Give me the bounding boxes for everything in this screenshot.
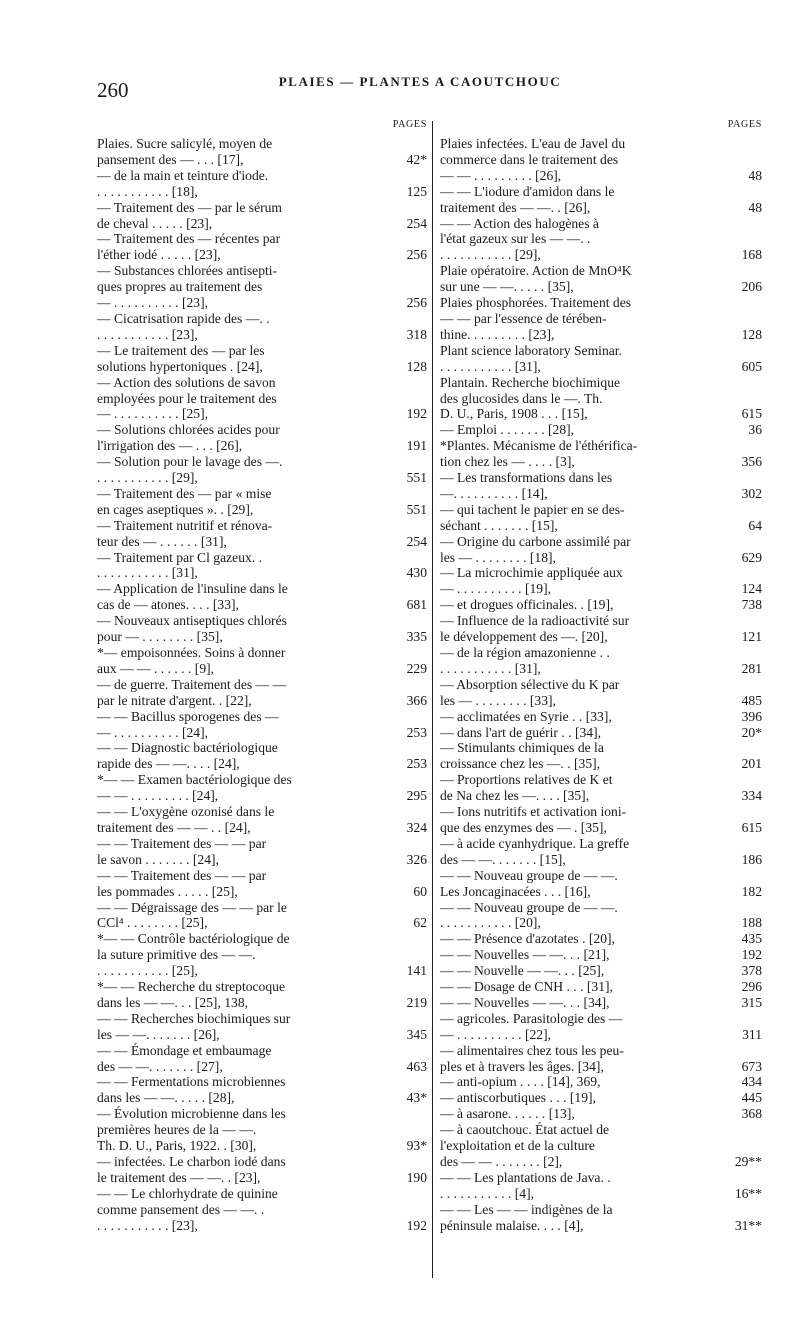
entry-page-number: 368 bbox=[741, 1106, 762, 1122]
entry-text: — Absorption sélective du K par les — . . . . . . . . [33], bbox=[440, 676, 620, 708]
index-entry bbox=[440, 613, 762, 645]
index-entry bbox=[97, 550, 427, 582]
right-column bbox=[440, 117, 762, 1234]
entry-text: — Évolution microbienne dans les premières heures de la — —. Th. D. U., Paris, 1922. . [30], bbox=[97, 1106, 286, 1154]
index-entry bbox=[440, 263, 762, 295]
index-entry bbox=[97, 677, 427, 709]
entry-text: — anti-opium . . . . [14], 369, bbox=[440, 1074, 601, 1090]
entry-page-number: 42* bbox=[406, 151, 427, 167]
entry-page-number: 345 bbox=[406, 1026, 427, 1042]
entry-text: — Traitement des — récentes par l'éther iodé . . . . . [23], bbox=[97, 231, 281, 263]
index-entry bbox=[97, 136, 427, 168]
index-entry bbox=[440, 343, 762, 375]
entry-text: — — Traitement des — — par les pommades . . . . . [25], bbox=[97, 867, 267, 899]
index-entry bbox=[97, 581, 427, 613]
entry-page-number: 219 bbox=[406, 994, 427, 1010]
pages-label: PAGES bbox=[727, 119, 762, 130]
index-entry bbox=[440, 1122, 762, 1170]
index-entry bbox=[97, 200, 427, 232]
entry-text: — agricoles. Parasitologie des — — . . . . . . . . . . [22], bbox=[440, 1010, 623, 1042]
entry-text: *— — Examen bactériologique des — — . . . . . . . . . [24], bbox=[97, 772, 292, 804]
index-entry bbox=[440, 804, 762, 836]
entry-page-number: 318 bbox=[406, 326, 427, 342]
index-entry bbox=[440, 565, 762, 597]
entry-page-number: 738 bbox=[741, 597, 762, 613]
entry-page-number: 256 bbox=[406, 295, 427, 311]
index-entry bbox=[440, 216, 762, 264]
entry-text: — Nouveaux antiseptiques chlorés pour — . . . . . . . . [35], bbox=[97, 613, 287, 645]
pages-label: PAGES bbox=[392, 119, 427, 130]
index-entry bbox=[440, 772, 762, 804]
index-entry bbox=[97, 518, 427, 550]
index-entry bbox=[440, 502, 762, 534]
index-entry bbox=[440, 947, 762, 963]
entry-page-number: 188 bbox=[741, 915, 762, 931]
entry-page-number: 334 bbox=[741, 788, 762, 804]
index-entry bbox=[440, 1074, 762, 1090]
entry-text: — à caoutchouc. État actuel de l'exploitation et de la culture des — — . . . . . . . [2], bbox=[440, 1122, 610, 1169]
entry-text: Plantain. Recherche biochimique des glucosides dans le —. Th. D. U., Paris, 1908 . . . [15], bbox=[440, 374, 621, 422]
entry-page-number: 229 bbox=[406, 660, 427, 676]
entry-page-number: 124 bbox=[741, 581, 762, 597]
entry-text: — — Action des halogènes à l'état gazeux sur les — —. . . . . . . . . . . . . [29], bbox=[440, 215, 599, 263]
entry-text: — Action des solutions de savon employées pour le traitement des — . . . . . . . . . . [25], bbox=[97, 374, 277, 422]
index-entry bbox=[440, 1090, 762, 1106]
index-entry bbox=[440, 1011, 762, 1043]
index-entry bbox=[97, 1043, 427, 1075]
index-entry bbox=[440, 868, 762, 900]
entry-text: Plaies infectées. L'eau de Javel du commerce dans le traitement des — — . . . . . . . . . [26], bbox=[440, 136, 626, 183]
entry-text: — infectées. Le charbon iodé dans le traitement des — —. . [23], bbox=[97, 1154, 286, 1185]
entry-text: — à asarone. . . . . . [13], bbox=[440, 1106, 575, 1122]
index-entry bbox=[440, 1106, 762, 1122]
entry-text: — — Nouvelles — —. . . [21], bbox=[440, 947, 610, 963]
entry-text: — Stimulants chimiques de la croissance chez les —. . [35], bbox=[440, 740, 604, 772]
entry-page-number: 681 bbox=[406, 597, 427, 613]
entry-text: — Proportions relatives de K et de Na chez les —. . . . [35], bbox=[440, 772, 613, 804]
index-entry bbox=[97, 868, 427, 900]
entry-page-number: 315 bbox=[741, 994, 762, 1010]
entry-text: — de guerre. Traitement des — — par le nitrate d'argent. . [22], bbox=[97, 676, 287, 708]
entry-page-number: 201 bbox=[741, 756, 762, 772]
entry-text: — Ions nutritifs et activation ioni- que des enzymes des — . [35], bbox=[440, 804, 627, 835]
index-entry bbox=[440, 645, 762, 677]
entry-text: — — Bacillus sporogenes des — — . . . . . . . . . . [24], bbox=[97, 708, 279, 740]
entry-page-number: 673 bbox=[741, 1058, 762, 1074]
entry-text: — qui tachent le papier en se des- séchant . . . . . . . [15], bbox=[440, 501, 625, 533]
entry-text: — Cicatrisation rapide des —. . . . . . . . . . . . . [23], bbox=[97, 310, 270, 342]
index-entry bbox=[440, 836, 762, 868]
entry-page-number: 629 bbox=[741, 549, 762, 565]
index-entry bbox=[97, 263, 427, 311]
entry-page-number: 445 bbox=[741, 1090, 762, 1106]
entry-page-number: 48 bbox=[748, 199, 762, 215]
entry-text: — Influence de la radioactivité sur le développement des —. [20], bbox=[440, 613, 630, 645]
entry-page-number: 615 bbox=[741, 819, 762, 835]
index-entry bbox=[97, 836, 427, 868]
entry-page-number: 64 bbox=[748, 517, 762, 533]
entry-page-number: 256 bbox=[406, 247, 427, 263]
entry-page-number: 378 bbox=[741, 963, 762, 979]
entry-page-number: 186 bbox=[741, 851, 762, 867]
entry-text: Plant science laboratory Seminar. . . . . . . . . . . . [31], bbox=[440, 342, 622, 374]
entry-text: *— — Contrôle bactériologique de la suture primitive des — —. . . . . . . . . . . . [25], bbox=[97, 931, 290, 979]
index-entry bbox=[440, 1043, 762, 1075]
index-entry bbox=[440, 677, 762, 709]
column-rule bbox=[432, 121, 433, 1278]
entry-page-number: 128 bbox=[741, 326, 762, 342]
entry-text: — et drogues officinales. . [19], bbox=[440, 597, 614, 613]
entry-page-number: 191 bbox=[406, 438, 427, 454]
entry-page-number: 435 bbox=[741, 931, 762, 947]
index-entry bbox=[97, 900, 427, 932]
entry-page-number: 485 bbox=[741, 692, 762, 708]
entry-page-number: 396 bbox=[741, 708, 762, 724]
index-entry bbox=[97, 1186, 427, 1234]
entry-page-number: 326 bbox=[406, 851, 427, 867]
index-entry bbox=[97, 709, 427, 741]
page-number: 260 bbox=[97, 78, 129, 102]
entry-text: Plaies. Sucre salicylé, moyen de pansement des — . . . [17], bbox=[97, 136, 273, 167]
index-entry bbox=[440, 1170, 762, 1202]
index-entry bbox=[97, 979, 427, 1011]
entry-page-number: 615 bbox=[741, 406, 762, 422]
entry-page-number: 206 bbox=[741, 279, 762, 295]
entry-page-number: 121 bbox=[741, 629, 762, 645]
entry-text: — Traitement nutritif et rénova- teur des — . . . . . . [31], bbox=[97, 517, 273, 549]
index-entry bbox=[97, 740, 427, 772]
index-entry bbox=[440, 534, 762, 566]
entry-text: — Emploi . . . . . . . [28], bbox=[440, 422, 575, 438]
entry-text: — — Nouvelle — —. . . [25], bbox=[440, 963, 605, 979]
entry-page-number: 296 bbox=[741, 979, 762, 995]
entry-page-number: 192 bbox=[406, 406, 427, 422]
entry-text: — — Les — — indigènes de la péninsule malaise. . . . [4], bbox=[440, 1201, 613, 1233]
entry-text: — — Nouveau groupe de — —. . . . . . . . . . . . [20], bbox=[440, 899, 618, 931]
entry-text: — Solution pour le lavage des —. . . . . . . . . . . . [29], bbox=[97, 454, 283, 486]
entry-text: Plaies phosphorées. Traitement des — — par l'essence de térében- thine. . . . . . . . . [23], bbox=[440, 295, 632, 342]
index-entry bbox=[440, 963, 762, 979]
index-entry bbox=[97, 343, 427, 375]
index-entry bbox=[97, 804, 427, 836]
index-entry bbox=[97, 772, 427, 804]
entry-text: — — Émondage et embaumage des — —. . . . . . . [27], bbox=[97, 1042, 272, 1074]
entry-text: — Traitement des — par le sérum de cheval . . . . . [23], bbox=[97, 199, 282, 231]
entry-page-number: 141 bbox=[406, 963, 427, 979]
entry-page-number: 324 bbox=[406, 819, 427, 835]
entry-page-number: 366 bbox=[406, 692, 427, 708]
index-entry bbox=[97, 422, 427, 454]
index-entry bbox=[97, 168, 427, 200]
entry-text: — à acide cyanhydrique. La greffe des — —. . . . . . . [15], bbox=[440, 835, 630, 867]
entry-text: — Application de l'insuline dans le cas de — atones. . . . [33], bbox=[97, 581, 288, 613]
entry-text: — Traitement des — par « mise en cages aseptiques ». . [29], bbox=[97, 485, 272, 517]
entry-text: Plaie opératoire. Action de MnO⁴K sur une — —. . . . . [35], bbox=[440, 263, 632, 295]
entry-page-number: 60 bbox=[413, 883, 427, 899]
entry-page-number: 254 bbox=[406, 215, 427, 231]
entry-text: — — Diagnostic bactériologique rapide des — —. . . . [24], bbox=[97, 740, 278, 772]
index-entry bbox=[97, 645, 427, 677]
entry-page-number: 125 bbox=[406, 183, 427, 199]
entry-page-number: 192 bbox=[406, 1217, 427, 1233]
index-entry bbox=[440, 184, 762, 216]
entry-text: *Plantes. Mécanisme de l'éthérifica- tion chez les — . . . . [3], bbox=[440, 438, 638, 470]
entry-page-number: 302 bbox=[741, 485, 762, 501]
index-entry bbox=[440, 725, 762, 741]
entry-page-number: 253 bbox=[406, 756, 427, 772]
index-entry bbox=[440, 136, 762, 184]
entry-page-number: 128 bbox=[406, 358, 427, 374]
entry-text: — — Dosage de CNH . . . [31], bbox=[440, 979, 613, 995]
entry-page-number: 192 bbox=[741, 947, 762, 963]
entry-text: — — Nouveau groupe de — —. Les Joncaginacées . . . [16], bbox=[440, 867, 618, 899]
entry-text: — — Les plantations de Java. . . . . . . . . . . . . [4], bbox=[440, 1169, 611, 1201]
index-entry bbox=[440, 1202, 762, 1234]
entry-text: — Substances chlorées antisepti- ques propres au traitement des — . . . . . . . . . . [23], bbox=[97, 263, 278, 311]
index-entry bbox=[97, 1106, 427, 1154]
index-entry bbox=[97, 231, 427, 263]
index-entry bbox=[440, 709, 762, 725]
index-entry bbox=[440, 470, 762, 502]
index-entry bbox=[440, 422, 762, 438]
entry-page-number: 20* bbox=[741, 724, 762, 740]
entry-text: — — L'oxygène ozonisé dans le traitement des — — . . [24], bbox=[97, 804, 275, 835]
entry-text: — — Présence d'azotates . [20], bbox=[440, 931, 615, 947]
entry-page-number: 48 bbox=[748, 167, 762, 183]
index-entry bbox=[97, 454, 427, 486]
index-entry bbox=[440, 740, 762, 772]
entry-page-number: 168 bbox=[741, 247, 762, 263]
index-entry bbox=[440, 931, 762, 947]
entry-page-number: 93* bbox=[406, 1138, 427, 1154]
index-entry bbox=[440, 900, 762, 932]
index-entry bbox=[440, 438, 762, 470]
index-entry bbox=[97, 1011, 427, 1043]
entry-page-number: 605 bbox=[741, 358, 762, 374]
entry-page-number: 43* bbox=[406, 1090, 427, 1106]
index-entry bbox=[440, 597, 762, 613]
entry-text: — Le traitement des — par les solutions hypertoniques . [24], bbox=[97, 342, 265, 374]
index-entry bbox=[440, 995, 762, 1011]
index-entry bbox=[440, 375, 762, 423]
entry-page-number: 430 bbox=[406, 565, 427, 581]
entry-text: — dans l'art de guérir . . [34], bbox=[440, 724, 601, 740]
entry-text: — — Dégraissage des — — par le CCl⁴ . . . . . . . . [25], bbox=[97, 899, 287, 931]
entry-text: — de la main et teinture d'iode. . . . . . . . . . . . [18], bbox=[97, 167, 269, 199]
entry-text: — — Recherches biochimiques sur les — —. . . . . . . [26], bbox=[97, 1010, 291, 1042]
index-entry bbox=[97, 931, 427, 979]
entry-page-number: 335 bbox=[406, 629, 427, 645]
entry-text: — alimentaires chez tous les peu- ples et à travers les âges. [34], bbox=[440, 1042, 624, 1074]
index-entry bbox=[97, 613, 427, 645]
index-entry bbox=[97, 1074, 427, 1106]
entry-page-number: 281 bbox=[741, 660, 762, 676]
entry-text: — — Traitement des — — par le savon . . . . . . . [24], bbox=[97, 835, 267, 867]
entry-page-number: 16** bbox=[734, 1185, 762, 1201]
entry-text: — Solutions chlorées acides pour l'irrigation des — . . . [26], bbox=[97, 422, 280, 454]
entry-text: — — L'iodure d'amidon dans le traitement des — —. . [26], bbox=[440, 183, 615, 215]
entry-text: — antiscorbutiques . . . [19], bbox=[440, 1090, 596, 1106]
index-entry bbox=[97, 311, 427, 343]
entry-page-number: 254 bbox=[406, 533, 427, 549]
entry-text: — — Le chlorhydrate de quinine comme pansement des — —. . . . . . . . . . . . . [23], bbox=[97, 1185, 278, 1233]
left-column bbox=[97, 117, 427, 1234]
entry-page-number: 29** bbox=[734, 1154, 762, 1169]
entry-page-number: 551 bbox=[406, 470, 427, 486]
entry-text: — acclimatées en Syrie . . [33], bbox=[440, 708, 612, 724]
entry-text: — Les transformations dans les —. . . . . . . . . . [14], bbox=[440, 470, 613, 501]
entry-page-number: 36 bbox=[748, 422, 762, 438]
entry-text: — Traitement par Cl gazeux. . . . . . . . . . . . . [31], bbox=[97, 549, 262, 581]
entry-text: — Origine du carbone assimilé par les — . . . . . . . . [18], bbox=[440, 533, 631, 565]
index-entry bbox=[97, 1154, 427, 1186]
entry-text: — de la région amazonienne . . . . . . . . . . . . . [31], bbox=[440, 645, 610, 676]
entry-page-number: 190 bbox=[406, 1169, 427, 1185]
entry-page-number: 62 bbox=[413, 915, 427, 931]
entry-page-number: 551 bbox=[406, 501, 427, 517]
entry-page-number: 434 bbox=[741, 1074, 762, 1090]
running-head: PLAIES — PLANTES A CAOUTCHOUC bbox=[278, 74, 562, 89]
entry-page-number: 356 bbox=[741, 454, 762, 470]
entry-page-number: 31** bbox=[734, 1217, 762, 1233]
index-entry bbox=[97, 486, 427, 518]
index-entry bbox=[440, 295, 762, 343]
entry-page-number: 295 bbox=[406, 788, 427, 804]
entry-text: *— — Recherche du streptocoque dans les — —. . . [25], 138, bbox=[97, 979, 285, 1010]
entry-text: *— empoisonnées. Soins à donner aux — — . . . . . . [9], bbox=[97, 645, 286, 676]
index-entry bbox=[440, 979, 762, 995]
entry-page-number: 463 bbox=[406, 1058, 427, 1074]
entry-page-number: 253 bbox=[406, 724, 427, 740]
entry-page-number: 182 bbox=[741, 883, 762, 899]
entry-text: — La microchimie appliquée aux — . . . . . . . . . . [19], bbox=[440, 565, 623, 597]
entry-text: — — Fermentations microbiennes dans les — —. . . . . [28], bbox=[97, 1074, 286, 1106]
entry-text: — — Nouvelles — —. . . [34], bbox=[440, 994, 610, 1010]
entry-page-number: 311 bbox=[742, 1026, 762, 1042]
index-entry bbox=[97, 375, 427, 423]
